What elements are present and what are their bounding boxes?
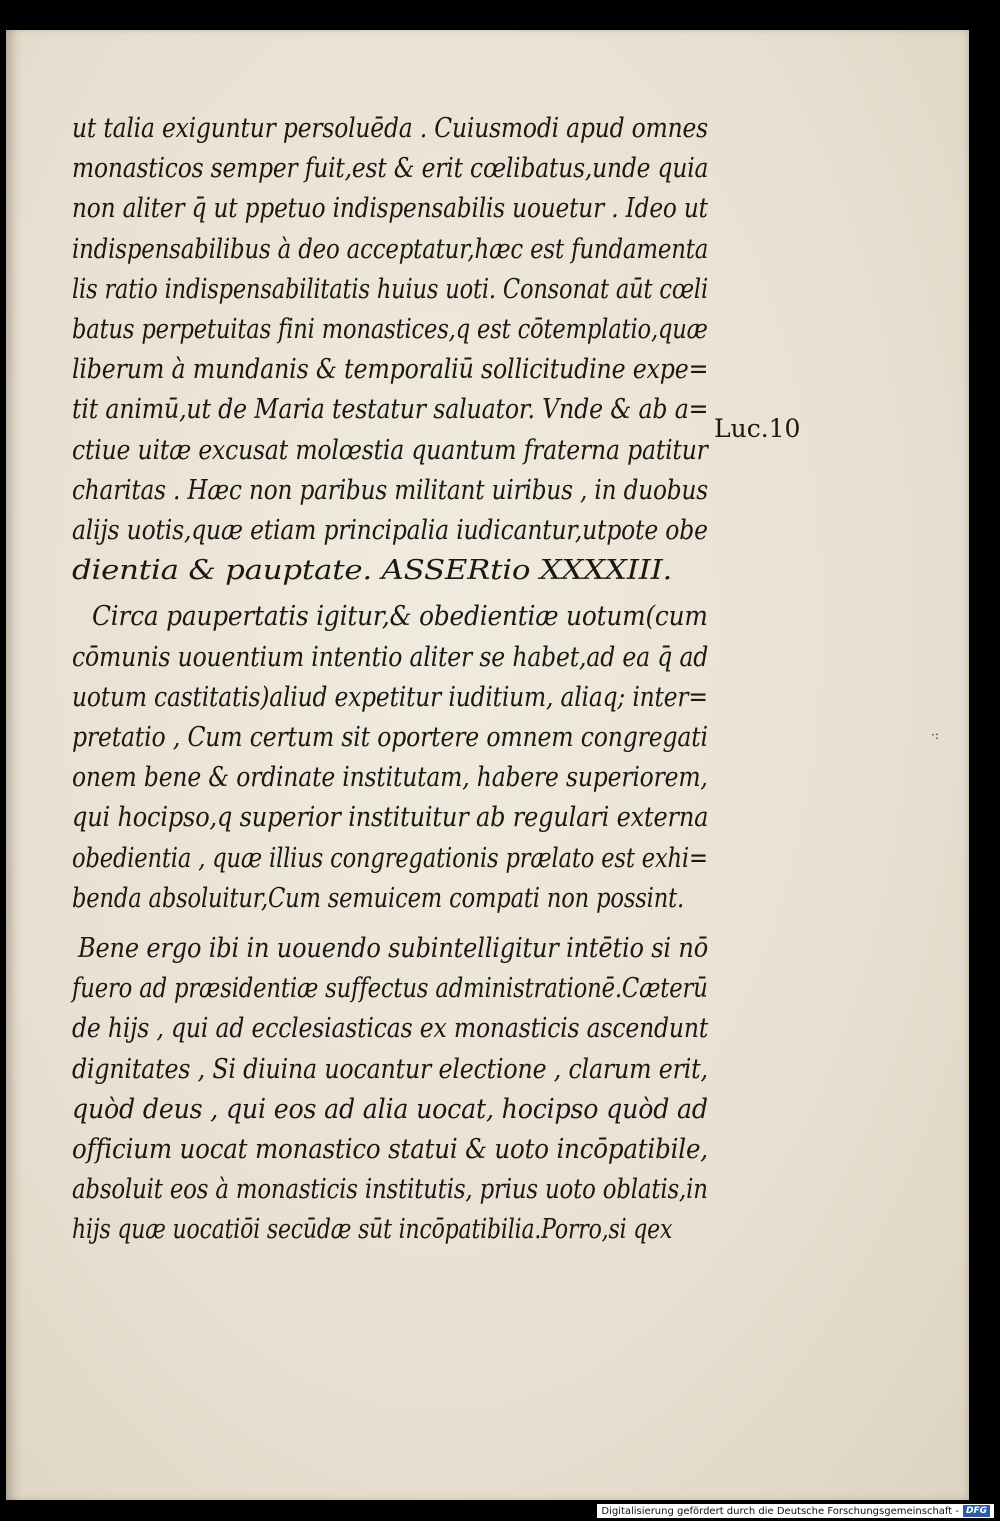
text-line: lis ratio indispensabilitatis huius uoti. Consonat aūt cœli xyxy=(72,273,708,305)
text-line: alijs uotis,quæ etiam principalia iudicantur,utpote obe xyxy=(72,515,708,546)
text-line: fuero ad præsidentiæ suffectus administrationē.Cæterū xyxy=(72,973,708,1005)
text-line: officium uocat monastico statui & uoto incōpatibile, xyxy=(72,1134,708,1165)
text-line: indispensabilibus à deo acceptatur,hæc est fundamenta xyxy=(72,233,709,265)
text-line: batus perpetuitas fini monastices,q est cōtemplatio,quæ xyxy=(72,314,708,345)
text-line: de hijs , qui ad ecclesiasticas ex monasticis ascendunt xyxy=(72,1013,709,1045)
text-line: ut talia exiguntur persoluēda . Cuiusmodi apud omnes xyxy=(72,113,708,144)
text-line: uotum castitatis)aliud expetitur iuditium, aliaq; inter= xyxy=(72,681,708,713)
text-line: dignitates , Si diuina uocantur electione , clarum erit, xyxy=(72,1053,708,1085)
text-line: liberum à mundanis & temporaliū sollicitudine expe= xyxy=(72,354,709,386)
margin-note: Luc.10 xyxy=(714,414,801,443)
margin-mark: ·: xyxy=(931,728,939,742)
footer-text: Digitalisierung gefördert durch die Deutsche Forschungsgemeinschaft - xyxy=(601,1505,959,1517)
text-line: pretatio , Cum certum sit oportere omnem congregati xyxy=(72,722,708,753)
text-line: ctiue uitæ excusat molœstia quantum fraterna patitur xyxy=(72,434,708,466)
text-line: charitas . Hæc non paribus militant uiribus , in duobus xyxy=(72,474,708,506)
text-line: obedientia , quæ illius congregationis prælato est exhi= xyxy=(72,842,708,874)
text-line: tit animū,ut de Maria testatur saluator. Vnde & ab a= xyxy=(72,394,709,426)
text-line: monasticos semper fuit,est & erit cœlibatus,unde quia xyxy=(72,153,709,185)
text-line: hijs quæ uocatiōi secūdæ sūt incōpatibilia.Porro,si qex xyxy=(72,1214,673,1246)
dfg-logo: DFG xyxy=(963,1505,990,1517)
book-page xyxy=(6,30,969,1500)
text-line: benda absoluitur,Cum semuicem compati non possint. xyxy=(72,882,685,914)
text-line: non aliter q̄ ut ppetuo indispensabilis uouetur . Ideo ut xyxy=(72,193,708,225)
text-line: onem bene & ordinate institutam, habere superiorem, xyxy=(72,762,708,794)
text-line: cōmunis uouentium intentio aliter se habet,ad ea q̄ ad xyxy=(72,641,709,673)
footer xyxy=(597,1504,994,1518)
text-line: Circa paupertatis igitur,& obedientiæ uotum(cum xyxy=(92,601,708,633)
text-line: absoluit eos à monasticis institutis, prius uoto oblatis,in xyxy=(72,1174,708,1206)
text-line: quòd deus , qui eos ad alia uocat, hocipso quòd ad xyxy=(72,1093,708,1125)
text-line: dientia & pauptate. ASSERtio XXXXIII. xyxy=(72,555,673,587)
text-line: Bene ergo ibi in uouendo subintelligitur intētio si nō xyxy=(78,933,709,964)
text-line: qui hocipso,q superior instituitur ab regulari externa xyxy=(72,802,709,834)
